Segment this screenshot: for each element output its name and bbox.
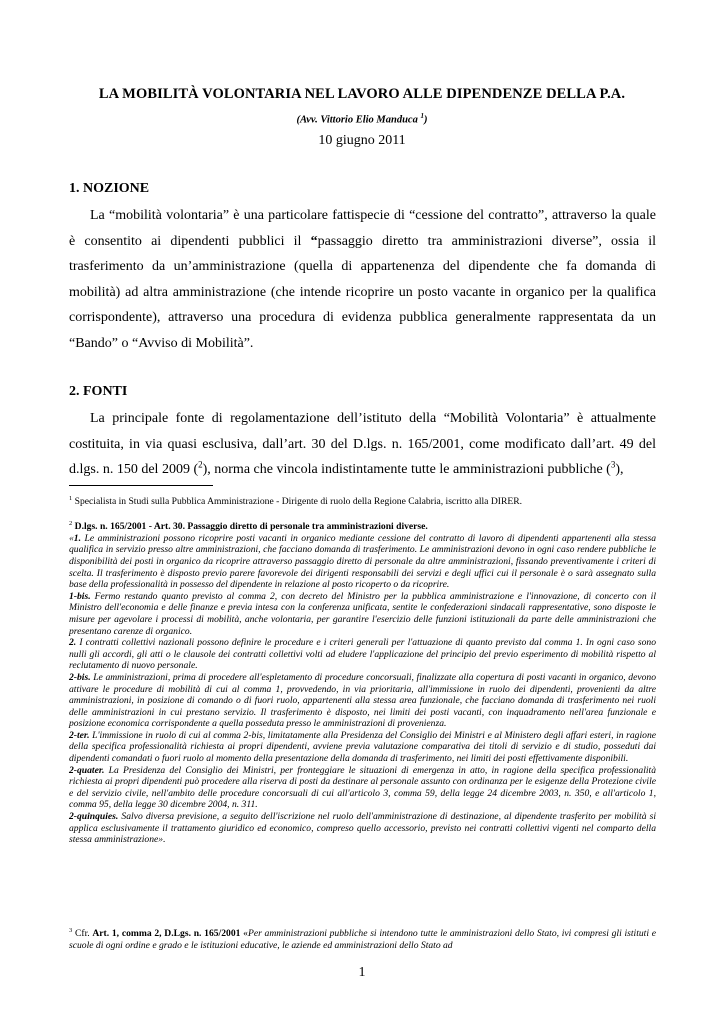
footnote-ref-2[interactable]: 2 xyxy=(198,459,203,470)
section-body-fonti xyxy=(69,406,656,483)
author-line: (Avv. Vittorio Elio Manduca $^1$) xyxy=(296,112,428,126)
footnote-2-para-2bis: 2-bis. Le amministrazioni, prima di procedere all'espletamento di procedure concorsuali, finalizzate alla copertura di posti vacanti in organico, devono attivare le procedure di mobilità di cui al comma 1, provvedendo, in via prioritaria, all'immissione in ruolo dei dipendenti, provenienti da altre amministrazioni, in posizione di comando o di fuori ruolo, appartenenti alla stessa area funzionale, che facciano domanda di trasferimento nei ruoli delle amministrazioni in cui prestano servizio. Il trasferimento è disposto, nei limiti dei posti vacanti, con inquadramento nell'area funzionale e posizione economica corrispondente a quella posseduta presso le amministrazioni di provenienza. xyxy=(69,671,656,730)
footnote-2-para-1: «1. Le amministrazioni possono ricoprire posti vacanti in organico mediante cessione del contratto di lavoro di dipendenti appartenenti alla stessa qualifica in servizio presso altre amministrazioni, che facciano domanda di trasferimento. Le amministrazioni devono in ogni caso rendere pubbliche le disponibilità dei posti in organico da ricoprire attraverso passaggio diretto di personale da altre amministrazioni, fissando preventivamente i criteri di scelta. Il trasferimento è disposto previo parere favorevole dei dirigenti responsabili dei servizi e degli uffici cui il personale è o sarà assegnato sulla base della professionalità in possesso del dipendente in relazione al posto ricoperto o da ricoprire. xyxy=(69,532,656,591)
document-date: 10 giugno 2011 xyxy=(318,133,406,148)
section-heading-fonti: 2. FONTI xyxy=(69,384,128,399)
footnote-2-para-2: 2. I contratti collettivi nazionali possono definire le procedure e i criteri generali per l'attuazione di quanto previsto dal comma 1. In ogni caso sono nulli gli accordi, gli atti o le clausole dei contratti collettivi volti ad eludere l'applicazione del principio del previo esperimento di mobilità rispetto al reclutamento di nuovo personale. xyxy=(69,637,656,672)
author-name: (Avv. Vittorio Elio Manduca xyxy=(296,114,418,126)
footnote-3: $^3$ Cfr. Art. 1, comma 2, D.Lgs. n. 165/2001 «Per amministrazioni pubbliche si intendono tutte le amministrazioni dello Stato, ivi compresi gli istituti e scuole di ogni ordine e grado e le istituzioni educative, le aziende ed amministrazioni dello Stato ad xyxy=(69,927,656,951)
paragraph: La principale fonte di regolamentazione dell’istituto della “Mobilità Volontaria” è attualmente costituita, in via quasi esclusiva, dall’art. 30 del D.lgs. n. 165/2001, come modificato dall’art. 49 del d.lgs. n. 150 del 2009 ($^2$), norma che vincola indistintamente tutte le amministrazioni pubbliche ($^3$), xyxy=(69,411,656,477)
document-title: LA MOBILITÀ VOLONTARIA NEL LAVORO ALLE DIPENDENZE DELLA P.A. xyxy=(98,86,626,102)
section-heading-nozione: 1. NOZIONE xyxy=(69,181,150,196)
footnote-separator xyxy=(69,485,213,486)
page-number: 1 xyxy=(358,965,366,980)
footnote-2-para-1bis: 1-bis. Fermo restando quanto previsto al comma 2, con decreto del Ministro per la pubblica amministrazione e l'innovazione, di concerto con il Ministro dell'economia e delle finanze e previa intesa con la conferenza unificata, sentite le confederazioni sindacali rappresentative, sono disposte le misure per agevolare i processi di mobilità, anche volontaria, per garantire l'esercizio delle funzioni istituzionali da parte delle amministrazioni che presentano carenze di organico. xyxy=(69,590,656,637)
section-body-nozione xyxy=(69,203,656,356)
author-footnote-ref[interactable]: 1 xyxy=(420,112,424,120)
footnote-2 xyxy=(69,518,656,846)
footnote-2-para-2ter: 2-ter. L'immissione in ruolo di cui al comma 2-bis, limitatamente alla Presidenza del Consiglio dei Ministri e al Ministero degli affari esteri, in ragione della specifica professionalità richiesta ai propri dipendenti, avviene previa valutazione comparativa dei titoli di servizio e di studio, posseduti dai dipendenti comandati o fuori ruolo al momento della presentazione della domanda di trasferimento, nei limiti dei posti effettivamente disponibili. xyxy=(69,729,656,765)
paragraph: La “mobilità volontaria” è una particolare fattispecie di “cessione del contratto”, attraverso la quale è consentito ai dipendenti pubblici il “passaggio diretto tra amministrazioni diverse”, ossia il trasferimento da un’amministrazione (quella di appartenenza del dipendente che fa domanda di mobilità) ad altra amministrazione (che intende ricoprire un posto vacante in organico per la qualifica corrispondente), attraverso una procedura di evidenza pubblica generalmente rappresentata da un “Bando” o “Avviso di Mobilità”. xyxy=(69,208,656,351)
footnote-ref-3[interactable]: 3 xyxy=(610,459,616,470)
footnote-2-para-2quinquies: 2-quinquies. Salvo diversa previsione, a seguito dell'iscrizione nel ruolo dell'amministrazione di destinazione, al dipendente trasferito per mobilità si applica esclusivamente il trattamento giuridico ed economico, compreso quello accessorio, previsto nei contratti collettivi vigenti nel comparto della stessa amministrazione». xyxy=(69,811,656,846)
footnote-2-para-2quater: 2-quater. La Presidenza del Consiglio dei Ministri, per fronteggiare le situazioni di emergenza in atto, in ragione della specifica professionalità richiesta ai propri dipendenti può procedere alla riserva di posti da destinare al personale assunto con ordinanza per le esigenze della Protezione civile e del servizio civile, nell'ambito delle procedure concorsuali di cui all'articolo 3, comma 59, della legge 24 dicembre 2003, n. 350, e all'articolo 1, comma 95, della legge 30 dicembre 2004, n. 311. xyxy=(69,764,656,811)
footnote-1: $^1$ Specialista in Studi sulla Pubblica Amministrazione - Dirigente di ruolo della Regione Calabria, iscritto alla DIRER. xyxy=(69,495,523,508)
footnote-2-heading: $^2$ D.lgs. n. 165/2001 - Art. 30. Passaggio diretto di personale tra amministrazioni diverse. xyxy=(69,520,428,533)
footnote-number: 1 xyxy=(69,495,73,502)
